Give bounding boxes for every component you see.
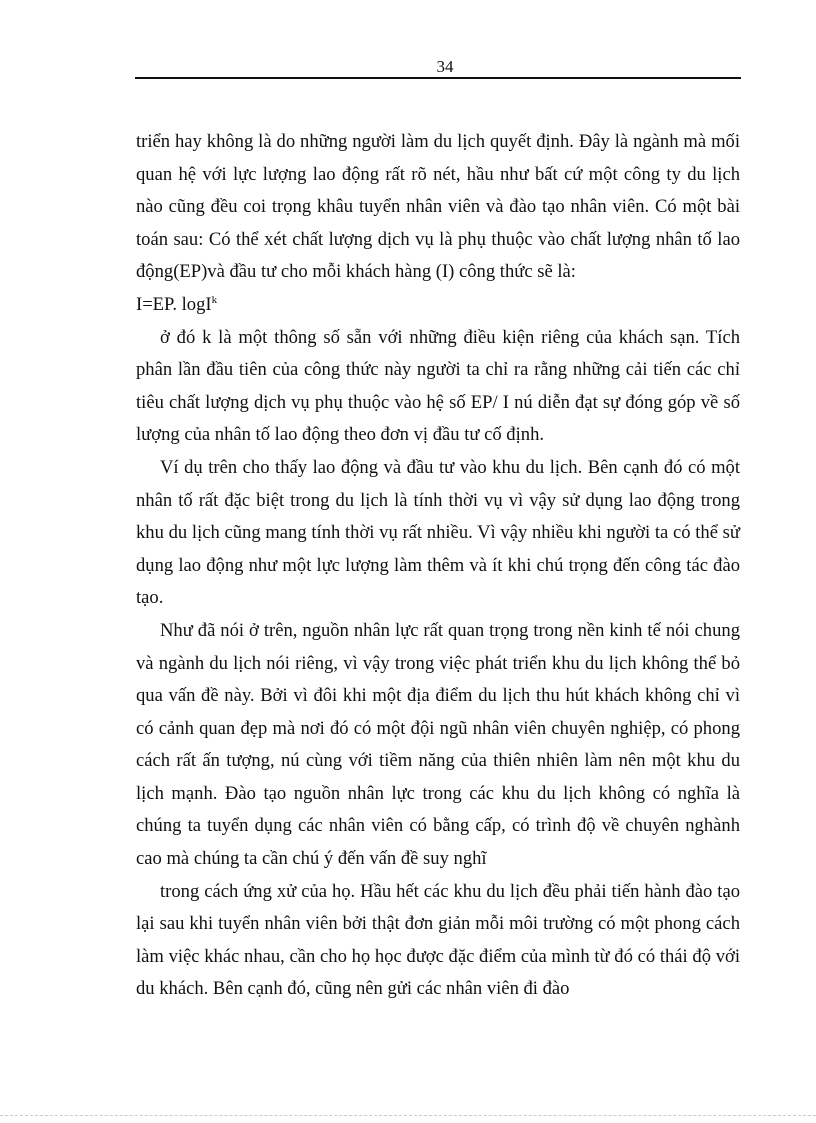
formula-text: I=EP. logI <box>136 293 212 315</box>
header-rule <box>135 77 741 79</box>
paragraph-5: trong cách ứng xử của họ. Hầu hết các khu du lịch đều phải tiến hành đào tạo lại sau khi tuyển nhân viên bởi thật đơn giản mỗi môi trường có một phong cách làm việc khác nhau, cần cho họ học được đặc điểm của mình từ đó có thái độ với du khách. Bên cạnh đó, cũng nên gửi các nhân viên đi đào <box>136 880 740 1000</box>
formula <box>136 289 740 322</box>
paragraph-4: Như đã nói ở trên, nguồn nhân lực rất quan trọng trong nền kinh tế nói chung và ngành du lịch nói riêng, vì vậy trong việc phát triển khu du lịch không thể bỏ qua vấn đề này. Bởi vì đôi khi một địa điểm du lịch thu hút khách không chỉ vì có cảnh quan đẹp mà nơi đó có một đội ngũ nhân viên chuyên nghiệp, có phong cách rất ấn tượng, nú cùng với tiềm năng của thiên nhiên làm nên một khu du lịch mạnh. Đào tạo nguồn nhân lực trong các khu du lịch không có nghĩa là chúng ta tuyển dụng các nhân viên có bằng cấp, có trình độ về chuyên nghành cao mà chúng ta cần chú ý đến vấn đề suy nghĩ <box>136 619 740 870</box>
page-number: 34 <box>436 57 454 76</box>
paragraph-3: Ví dụ trên cho thấy lao động và đầu tư vào khu du lịch. Bên cạnh đó có một nhân tố rất đặc biệt trong du lịch là tính thời vụ vì vậy sử dụng lao động trong khu du lịch cũng mang tính thời vụ rất nhiều. Vì vậy nhiều khi người ta có thể sử dụng lao động như một lực lượng làm thêm và ít khi chú trọng đến công tác đào tạo. <box>136 456 740 609</box>
paragraph-1: triển hay không là do những người làm du lịch quyết định. Đây là ngành mà mối quan hệ với lực lượng lao động rất rõ nét, hầu như bất cứ một công ty du lịch nào cũng đều coi trọng khâu tuyển nhân viên và đào tạo nhân viên. Có một bài toán sau: Có thể xét chất lượng dịch vụ là phụ thuộc vào chất lượng nhân tố lao động(EP)và đầu tư cho mỗi khách hàng (I) công thức sẽ là: <box>136 131 740 283</box>
body-text <box>136 126 740 1006</box>
paragraph-2: ở đó k là một thông số sẵn với những điều kiện riêng của khách sạn. Tích phân lần đầu tiên của công thức này người ta chỉ ra rằng những cải tiến các chỉ tiêu chất lượng dịch vụ phụ thuộc vào hệ số EP/ I nú diễn đạt sự đóng góp về số lượng của nhân tố lao động theo đơn vị đầu tư cố định. <box>136 326 740 446</box>
formula-exponent: k <box>211 293 218 306</box>
page-bottom-border <box>0 1115 816 1116</box>
